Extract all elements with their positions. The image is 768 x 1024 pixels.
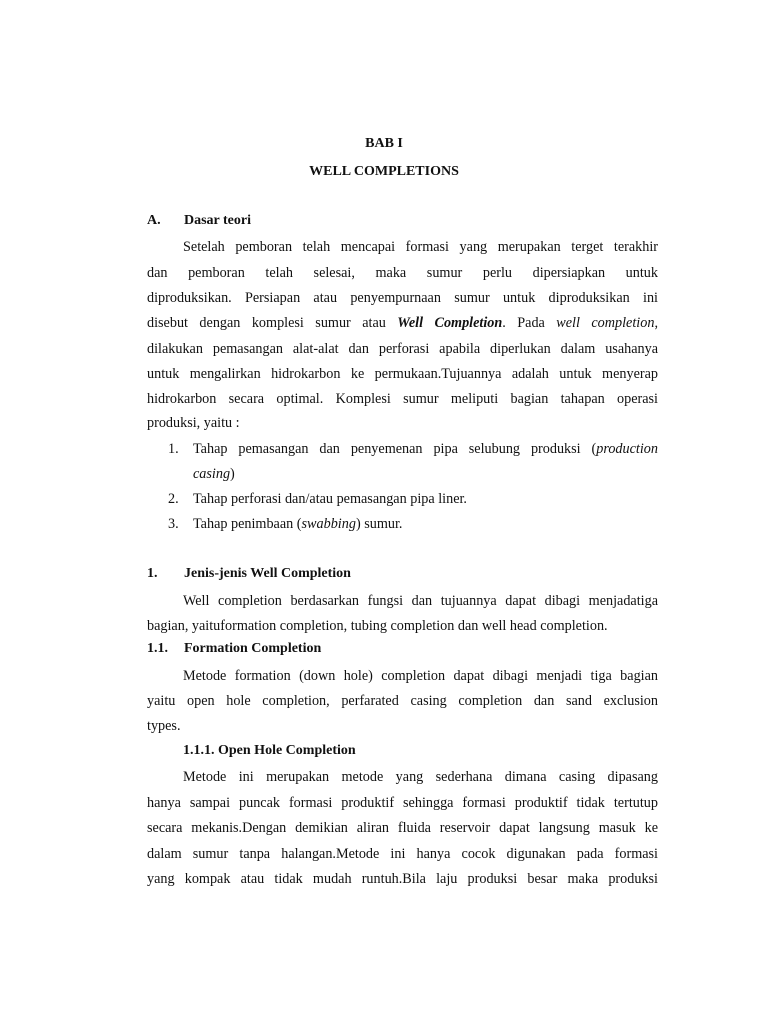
section-1-1-1-heading: 1.1.1. Open Hole Completion: [183, 743, 356, 758]
paragraph-line: secara mekanis.Dengan demikian aliran fluida reservoir dapat langsung masuk ke: [147, 820, 658, 836]
paragraph-line: Metode formation (down hole) completion dapat dibagi menjadi tiga bagian: [183, 668, 658, 684]
paragraph-line: bagian, yaituformation completion, tubing completion dan well head completion.: [147, 618, 608, 634]
paragraph-line: untuk mengalirkan hidrokarbon ke permukaan.Tujuannya adalah untuk menyerap: [147, 366, 658, 382]
paragraph-line: produksi, yaitu :: [147, 415, 240, 431]
paragraph-line: Well completion berdasarkan fungsi dan tujuannya dapat dibagi menjadatiga: [183, 593, 658, 609]
paragraph-line: diproduksikan. Persiapan atau penyempurnaan sumur untuk diproduksikan ini: [147, 290, 658, 306]
section-1-title: Jenis-jenis Well Completion: [184, 566, 351, 581]
list-item-line: [193, 465, 658, 483]
paragraph-line: types.: [147, 718, 181, 734]
chapter-title: WELL COMPLETIONS: [309, 164, 459, 179]
text-run: disebut dengan komplesi sumur atau: [147, 315, 398, 331]
section-a-title: Dasar teori: [184, 213, 251, 228]
text-run: Tahap penimbaan (: [193, 516, 302, 532]
section-a-number: A.: [147, 213, 161, 228]
paragraph-line: dilakukan pemasangan alat-alat dan perforasi apabila diperlukan dalam usahanya: [147, 341, 658, 357]
section-a-heading: [147, 213, 251, 229]
chapter-label: BAB I: [365, 136, 403, 151]
list-item-line: Tahap perforasi dan/atau pemasangan pipa liner.: [193, 491, 467, 507]
paragraph-line: hanya sampai puncak formasi produktif sehingga formasi produktif tidak tertutup: [147, 795, 658, 811]
emphasis-run: swabbing: [301, 516, 356, 532]
emphasis-run: casing: [193, 466, 231, 482]
text-run: Tahap pemasangan dan penyemenan pipa selubung produksi (: [193, 441, 597, 457]
text-run: ) sumur.: [355, 516, 403, 532]
emphasis-run: Well Completion: [397, 315, 503, 331]
text-run: ,: [654, 315, 658, 331]
paragraph-line: yaitu open hole completion, perfarated casing completion dan sand exclusion: [147, 693, 658, 709]
list-item-line: [193, 440, 658, 458]
paragraph-line: yang kompak atau tidak mudah runtuh.Bila laju produksi besar maka produksi: [147, 871, 658, 887]
paragraph-line: dan pemboran telah selesai, maka sumur perlu dipersiapkan untuk: [147, 265, 658, 281]
emphasis-run: well completion: [556, 315, 655, 331]
paragraph-line: [147, 314, 658, 332]
list-item-line: [193, 515, 658, 533]
section-1-1-number: 1.1.: [147, 641, 168, 656]
section-1-number: 1.: [147, 566, 158, 581]
paragraph-line: Setelah pemboran telah mencapai formasi yang merupakan terget terakhir: [183, 239, 658, 255]
text-run: . Pada: [502, 315, 557, 331]
text-run: ): [230, 466, 235, 482]
paragraph-line: Metode ini merupakan metode yang sederhana dimana casing dipasang: [183, 769, 658, 785]
section-1-1-heading: [147, 641, 321, 657]
section-1-1-title: Formation Completion: [184, 641, 322, 656]
emphasis-run: production: [596, 441, 658, 457]
paragraph-line: hidrokarbon secara optimal. Komplesi sumur meliputi bagian tahapan operasi: [147, 391, 658, 407]
section-1-heading: [147, 566, 351, 582]
list-number: 2.: [168, 491, 179, 507]
paragraph-line: dalam sumur tanpa halangan.Metode ini hanya cocok digunakan pada formasi: [147, 846, 658, 862]
list-number: 1.: [168, 441, 179, 457]
list-number: 3.: [168, 516, 179, 532]
